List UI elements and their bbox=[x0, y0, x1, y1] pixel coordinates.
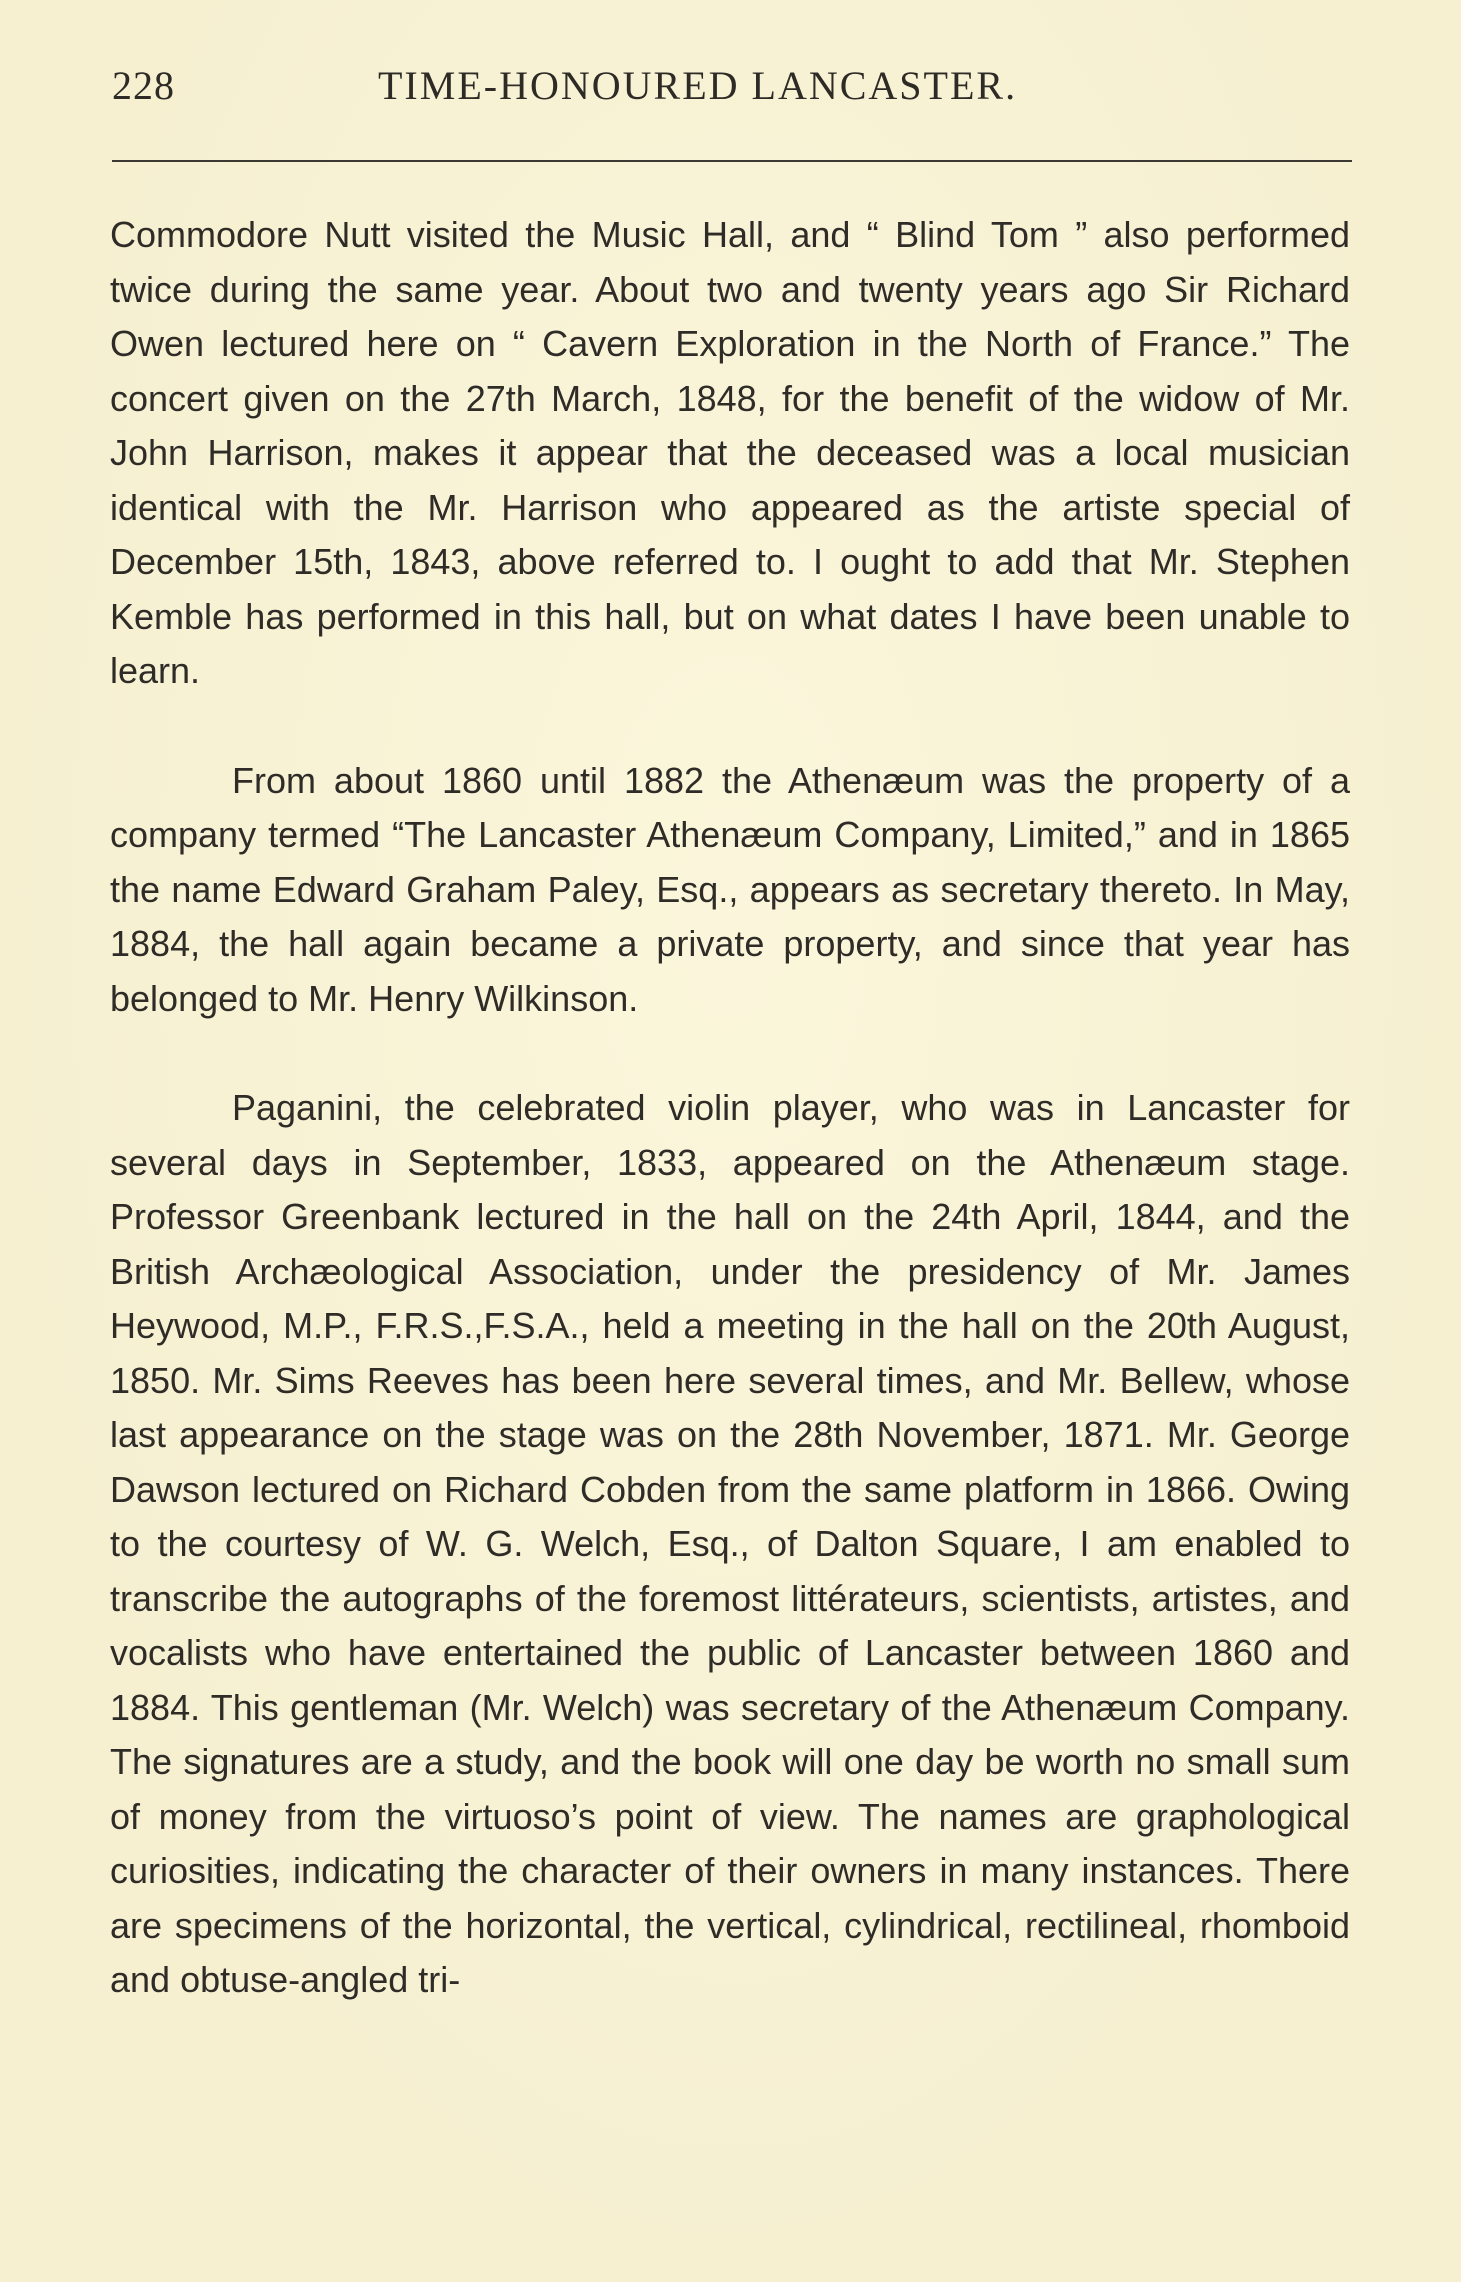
running-title: TIME-HONOURED LANCASTER. bbox=[378, 63, 1018, 108]
paragraph-paganini: Paganini, the celebrated violin player, who was in Lancaster for several days in September, 1833, appeared on the Athenæum stage. Professor Greenbank lectured in the hall on the 24th April, 1844, and the British Archæological Association, under the presidency of Mr. James Heywood, M.P., F.R.S.,F.S.A., held a meeting in the hall on the 20th August, 1850. Mr. Sims Reeves has been here several times, and Mr. Bellew, whose last appearance on the stage was on the 28th November, 1871. Mr. George Dawson lectured on Richard Cobden from the same platform in 1866. Owing to the courtesy of W. G. Welch, Esq., of Dalton Square, I am enabled to transcribe the autographs of the foremost littérateurs, scientists, artistes, and vocalists who have entertained the public of Lancaster between 1860 and 1884. This gentleman (Mr. Welch) was secretary of the Athenæum Company. The signatures are a study, and the book will one day be worth no small sum of money from the virtuoso’s point of view. The names are graphological curiosities, indicating the character of their owners in many instances. There are specimens of the horizontal, the vertical, cylindrical, rectilineal, rhomboid and obtuse-angled tri- bbox=[110, 1087, 1350, 2000]
body-text bbox=[110, 208, 1350, 2008]
header-rule bbox=[112, 160, 1352, 162]
page-number: 228 bbox=[112, 63, 175, 108]
page-header bbox=[112, 62, 1352, 122]
paragraph-athenaeum-company: From about 1860 until 1882 the Athenæum was the property of a company termed “The Lancaster Athenæum Company, Limited,” and in 1865 the name Edward Graham Paley, Esq., appears as secretary thereto. In May, 1884, the hall again became a private property, and since that year has belonged to Mr. Henry Wilkinson. bbox=[110, 759, 1350, 1019]
paragraph-music-hall: Commodore Nutt visited the Music Hall, and “ Blind Tom ” also performed twice during the same year. About two and twenty years ago Sir Richard Owen lectured here on “ Cavern Exploration in the North of France.” The concert given on the 27th March, 1848, for the benefit of the widow of Mr. John Harrison, makes it appear that the deceased was a local musician identical with the Mr. Harrison who appeared as the artiste special of December 15th, 1843, above referred to. I ought to add that Mr. Stephen Kemble has performed in this hall, but on what dates I have been unable to learn. bbox=[110, 214, 1350, 691]
